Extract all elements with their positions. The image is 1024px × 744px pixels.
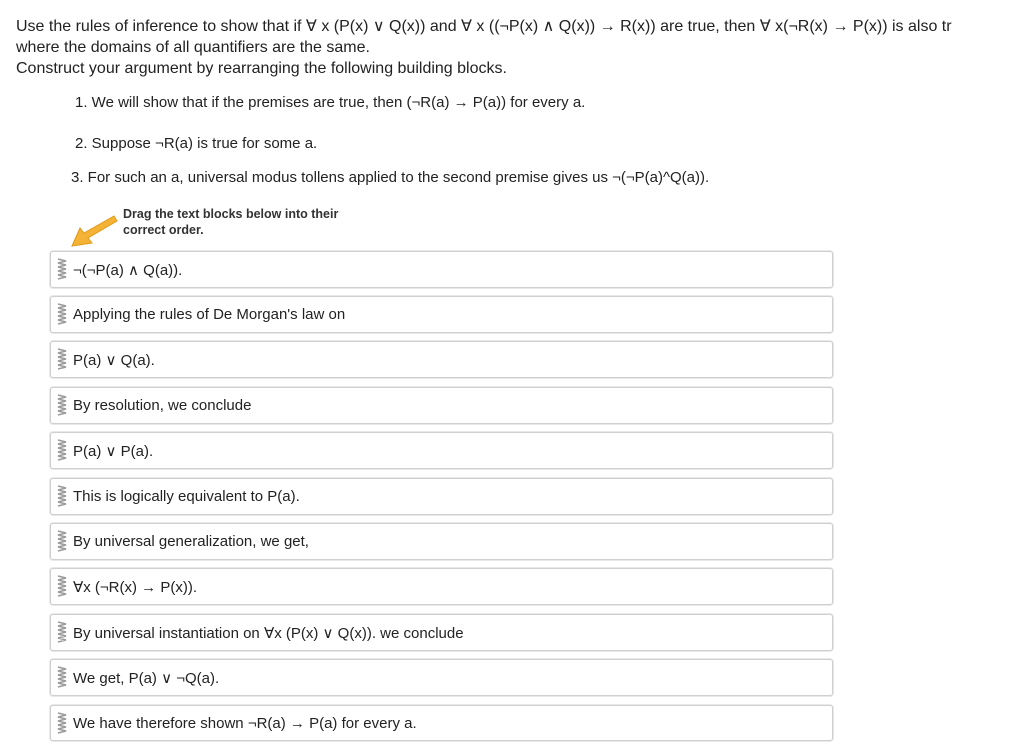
draggable-block[interactable]: [50, 523, 833, 560]
block-text: This is logically equivalent to P(a).: [73, 488, 300, 505]
draggable-block[interactable]: [50, 614, 833, 651]
fixed-step-1: 1. We will show that if the premises are true, then (¬R(a) → P(a)) for every a.: [75, 94, 586, 111]
draggable-block[interactable]: [50, 659, 833, 696]
question-line-2: where the domains of all quantifiers are the same.: [16, 39, 370, 56]
draggable-block[interactable]: [50, 341, 833, 378]
block-text: Applying the rules of De Morgan's law on: [73, 306, 346, 323]
drag-hint: [70, 206, 370, 246]
draggable-block[interactable]: [50, 705, 833, 741]
draggable-block[interactable]: [50, 251, 833, 288]
fixed-step-3: 3. For such an a, universal modus tollens applied to the second premise gives us ¬(¬P(a)^Q(a)).: [71, 169, 710, 186]
drag-handle-icon[interactable]: [56, 529, 68, 554]
drag-handle-icon[interactable]: [56, 302, 68, 327]
drag-handle-icon[interactable]: [56, 438, 68, 463]
draggable-block[interactable]: [50, 478, 833, 515]
question-line-3: Construct your argument by rearranging the following building blocks.: [16, 60, 507, 77]
block-text: P(a) ∨ P(a).: [73, 443, 154, 460]
block-text: We get, P(a) ∨ ¬Q(a).: [73, 670, 220, 687]
drag-handle-icon[interactable]: [56, 711, 68, 736]
draggable-block[interactable]: [50, 296, 833, 333]
question-line-1: Use the rules of inference to show that if ∀ x (P(x) ∨ Q(x)) and ∀ x ((¬P(x) ∧ Q(x)) → R(x)) are true, then ∀ x(¬R(x) → P(x)) is also tr: [16, 18, 952, 35]
block-text: By resolution, we conclude: [73, 397, 252, 414]
drag-hint-text: Drag the text blocks below into their correct order.: [123, 207, 339, 237]
block-text: ∀x (¬R(x) → P(x)).: [73, 579, 197, 596]
block-text: We have therefore shown ¬R(a) → P(a) for every a.: [73, 715, 417, 732]
drag-handle-icon[interactable]: [56, 347, 68, 372]
fixed-step-2: 2. Suppose ¬R(a) is true for some a.: [75, 135, 318, 152]
draggable-block[interactable]: [50, 432, 833, 469]
drag-handle-icon[interactable]: [56, 620, 68, 645]
block-text: ¬(¬P(a) ∧ Q(a)).: [73, 262, 183, 279]
draggable-block[interactable]: [50, 568, 833, 605]
block-text: P(a) ∨ Q(a).: [73, 352, 155, 369]
drag-handle-icon[interactable]: [56, 574, 68, 599]
drag-handle-icon[interactable]: [56, 257, 68, 282]
drag-handle-icon[interactable]: [56, 484, 68, 509]
drag-handle-icon[interactable]: [56, 393, 68, 418]
arrow-pointer-icon: [70, 212, 118, 248]
drag-handle-icon[interactable]: [56, 665, 68, 690]
question-text: [16, 16, 1024, 79]
block-text: By universal generalization, we get,: [73, 533, 309, 550]
draggable-block[interactable]: [50, 387, 833, 424]
block-text: By universal instantiation on ∀x (P(x) ∨ Q(x)). we conclude: [73, 625, 464, 642]
